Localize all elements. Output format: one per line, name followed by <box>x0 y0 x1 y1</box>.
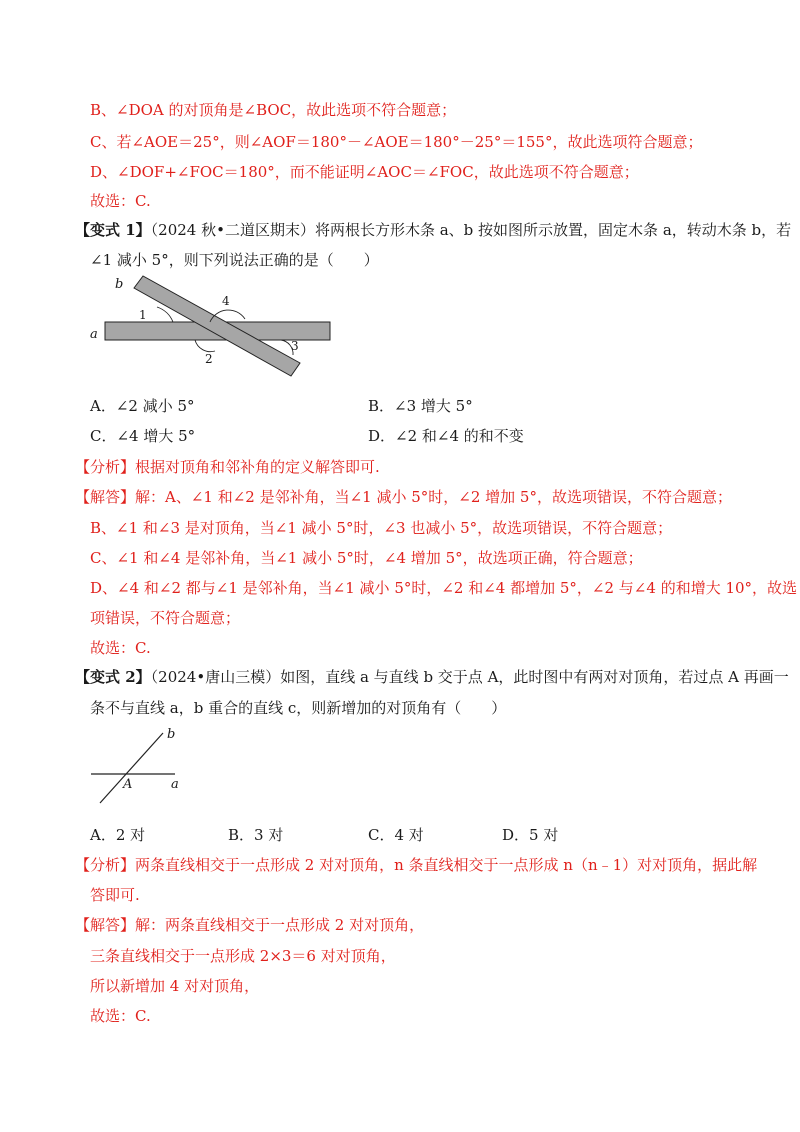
variant2-solution-l2: 三条直线相交于一点形成 2×3＝6 对对顶角， <box>90 947 396 965</box>
label-1: 1 <box>139 308 147 322</box>
variant2-analysis-1: 【分析】两条直线相交于一点形成 2 对对顶角，n 条直线相交于一点形成 n（n﹣1）对对顶角，据此解 <box>75 856 758 874</box>
variant1-option-c: C．∠4 增大 5° <box>90 427 196 445</box>
label-2: 2 <box>205 352 213 366</box>
variant2-option-b: B．3 对 <box>228 826 284 844</box>
prev-solution-c: C、若∠AOE＝25°，则∠AOF＝180°－∠AOE＝180°－25°＝155°，故此选项符合题意； <box>90 133 703 151</box>
variant2-question-line1 <box>75 667 789 687</box>
variant2-option-c: C．4 对 <box>368 826 424 844</box>
variant1-question-line1 <box>75 220 791 240</box>
label-b: b <box>167 727 176 742</box>
variant2-figure <box>85 725 195 810</box>
variant1-solution-l4: D、∠4 和∠2 都与∠1 是邻补角，当∠1 减小 5°时，∠2 和∠4 都增加 5°，∠2 与∠4 的和增大 10°，故选 <box>90 579 798 597</box>
variant2-solution-l1: 【解答】解：两条直线相交于一点形成 2 对对顶角， <box>75 916 425 934</box>
variant2-analysis-2: 答即可. <box>90 886 140 904</box>
variant2-question-line2: 条不与直线 a，b 重合的直线 c，则新增加的对顶角有（ ） <box>90 699 507 717</box>
label-a: a <box>171 777 179 792</box>
label-point-a: A <box>123 777 133 792</box>
label-4: 4 <box>222 294 230 308</box>
angle-2-arc <box>195 340 215 352</box>
variant1-solution-l1: 【解答】解：A、∠1 和∠2 是邻补角，当∠1 减小 5°时，∠2 增加 5°，故选项错误，不符合题意； <box>75 488 732 506</box>
variant1-analysis: 【分析】根据对顶角和邻补角的定义解答即可. <box>75 458 380 476</box>
label-3: 3 <box>291 339 299 353</box>
variant2-text1: （2024•唐山三模）如图，直线 a 与直线 b 交于点 A，此时图中有两对对顶角，若过点 A 再画一 <box>150 668 789 686</box>
variant1-answer: 故选：C. <box>90 639 151 657</box>
variant1-option-d: D．∠2 和∠4 的和不变 <box>368 427 524 445</box>
variant1-solution-l2: B、∠1 和∠3 是对顶角，当∠1 减小 5°时，∠3 也减小 5°，故选项错误，不符合题意； <box>90 519 673 537</box>
variant1-solution-l3: C、∠1 和∠4 是邻补角，当∠1 减小 5°时，∠4 增加 5°，故选项正确，符合题意； <box>90 549 643 567</box>
variant1-solution-l5: 项错误，不符合题意； <box>90 609 241 627</box>
variant2-tag: 【变式 2】 <box>75 668 151 686</box>
variant2-option-a: A．2 对 <box>90 826 146 844</box>
label-a: a <box>90 327 98 342</box>
variant1-question-line2: ∠1 减小 5°，则下列说法正确的是（ ） <box>90 251 379 269</box>
variant2-option-d: D．5 对 <box>502 826 559 844</box>
angle-1-arc <box>157 307 173 322</box>
line-b <box>100 733 163 803</box>
variant1-figure <box>85 275 345 385</box>
prev-solution-d: D、∠DOF+∠FOC＝180°，而不能证明∠AOC＝∠FOC，故此选项不符合题意； <box>90 163 639 181</box>
prev-solution-b: B、∠DOA 的对顶角是∠BOC，故此选项不符合题意； <box>90 101 457 119</box>
variant1-tag: 【变式 1】 <box>75 221 151 239</box>
variant2-answer: 故选：C. <box>90 1007 151 1025</box>
variant1-text1: （2024 秋•二道区期末）将两根长方形木条 a、b 按如图所示放置，固定木条 a，转动木条 b，若 <box>150 221 792 239</box>
label-b: b <box>115 277 124 292</box>
variant2-solution-l3: 所以新增加 4 对对顶角， <box>90 977 260 995</box>
prev-answer: 故选：C. <box>90 192 151 210</box>
variant1-option-a: A．∠2 减小 5° <box>90 397 195 415</box>
variant1-option-b: B．∠3 增大 5° <box>368 397 473 415</box>
